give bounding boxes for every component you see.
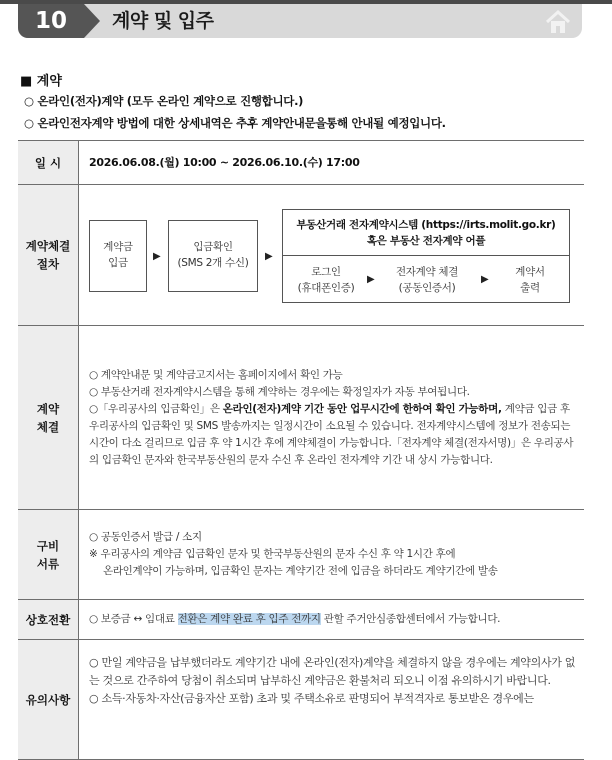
documents-label	[18, 510, 79, 600]
procedure-label	[18, 185, 79, 326]
bullet-detail-notice: ○ 온라인전자계약 방법에 대한 상세내역은 추후 계약안내문을통해 안내될 예정입니다.	[24, 116, 446, 130]
sub-step-sign	[381, 264, 473, 296]
flow-arrow-3: ▶	[367, 274, 375, 285]
step-confirm-line2: (SMS 2개 수신)	[177, 257, 249, 269]
flow-arrow-2: ▶	[265, 251, 273, 262]
documents-label-line2: 서류	[36, 556, 60, 571]
documents-line-2: ※ 우리공사의 계약금 입금확인 문자 및 한국부동산원의 문자 수신 후 약 1시간 후에	[89, 548, 456, 560]
sub-step-login-line1: 로그인	[311, 266, 341, 278]
step-confirm-box	[168, 220, 258, 292]
notes-label: 유의사항	[18, 640, 79, 760]
row-contract	[18, 326, 584, 510]
conversion-content	[79, 600, 585, 640]
step-deposit-box	[89, 220, 147, 292]
contract-table	[18, 140, 584, 760]
procedure-label-line2: 절차	[36, 257, 60, 271]
sub-step-print-line1: 계약서	[515, 266, 545, 278]
system-box	[282, 209, 570, 303]
contract-notice-3	[89, 401, 576, 469]
row-procedure	[18, 185, 584, 326]
documents-label-line1: 구비	[36, 538, 60, 553]
bullet-online-contract: ○ 온라인(전자)계약 (모두 온라인 계약으로 진행합니다.)	[24, 94, 304, 108]
notes-content	[79, 640, 585, 760]
step-deposit-line2: 입금	[108, 257, 128, 269]
contract-section-title: ■ 계약	[20, 74, 62, 89]
documents-line-1: ○ 공동인증서 발급 / 소지	[89, 531, 202, 543]
conversion-text-c: 관할 주거안심종합센터에서 가능합니다.	[320, 613, 501, 625]
step-confirm-line1: 입금확인	[193, 241, 233, 253]
schedule-label: 일 시	[18, 141, 79, 185]
notes-line-1: ○ 만일 계약금을 납부했더라도 계약기간 내에 온라인(전자)계약을 체결하지 않을 경우에는 계약의사가 없는 것으로 간주하여 당첨이 취소되며 납부하신 계약금은 환불처리 되오니 이점 유의하시기 바랍니다.	[89, 656, 576, 687]
header-arrow-shape	[84, 4, 100, 38]
contract-notice-3-bold: 온라인(전자)계약 기간 동안 업무시간에 한하여 확인 가능하며,	[222, 402, 502, 415]
documents-line-3: 온라인계약이 가능하며, 입금확인 문자는 계약기간 전에 입금을 하더라도 계약기간에 발송	[103, 565, 498, 577]
sub-step-login-line2: (휴대폰인증)	[297, 282, 355, 294]
contract-notice-2: ○ 부동산거래 전자계약시스템을 통해 계약하는 경우에는 확정일자가 자동 부여됩니다.	[89, 385, 470, 398]
section-heading: 계약 및 입주	[112, 10, 214, 32]
system-name: 부동산거래 전자계약시스템 (https://irts.molit.go.kr)	[296, 219, 556, 231]
sub-step-print	[497, 264, 563, 296]
row-notes	[18, 640, 584, 760]
contract-notice-1: ○ 계약안내문 및 계약금고지서는 홈페이지에서 확인 가능	[89, 368, 343, 381]
row-schedule	[18, 141, 584, 185]
contract-notice-3a: ○「우리공사의 입금확인」은	[89, 402, 223, 415]
contract-label-line2: 체결	[36, 419, 60, 434]
step-deposit-line1: 계약금	[103, 241, 133, 253]
contract-notice-3c: 계약금 입금 후 우리공사의 입금확인 및 SMS 발송까지는 일정시간이 소요될 수 있습니다. 전자계약시스템에 정보가 전송되는 시간이 다소 걸리므로 입금 후 약 1시간 후에 계약체결이 가능합니다.「전자계약 체결(전자서명)」은 우리공사의 입금확인 문자와 한국부동산원의 문자 수신 후 온라인 전자계약 기간 내 상시 가능합니다.	[89, 402, 574, 466]
notes-line-2: ○ 소득·자동차·자산(금융자산 포함) 초과 및 주택소유로 판명되어 부적격자로 통보받은 경우에는	[89, 692, 534, 705]
sub-step-print-line2: 출력	[520, 282, 540, 294]
system-app: 혹은 부동산 전자계약 어플	[366, 235, 486, 247]
sub-step-sign-line2: (공동인증서)	[398, 282, 456, 294]
system-header	[283, 210, 569, 256]
procedure-label-line1: 계약체결	[25, 239, 71, 253]
documents-content	[79, 510, 585, 600]
section-number: 10	[18, 4, 84, 38]
flow-arrow-4: ▶	[481, 274, 489, 285]
row-documents	[18, 510, 584, 600]
flow-arrow-1: ▶	[153, 251, 161, 262]
sub-step-login	[289, 264, 363, 296]
conversion-highlight: 전환은 계약 완료 후 입주 전까지	[177, 613, 321, 625]
home-icon	[544, 8, 572, 36]
contract-label	[18, 326, 79, 510]
section-header	[18, 4, 582, 38]
conversion-text-a: ○ 보증금 ↔ 임대료	[89, 613, 178, 625]
sub-step-sign-line1: 전자계약 체결	[395, 266, 459, 278]
contract-content	[79, 326, 585, 510]
procedure-flow-cell	[79, 185, 585, 326]
procedure-flow	[79, 199, 584, 311]
conversion-label: 상호전환	[18, 600, 79, 640]
row-conversion	[18, 600, 584, 640]
contract-label-line1: 계약	[36, 401, 60, 416]
schedule-value: 2026.06.08.(월) 10:00 ~ 2026.06.10.(수) 17:00	[79, 141, 585, 185]
